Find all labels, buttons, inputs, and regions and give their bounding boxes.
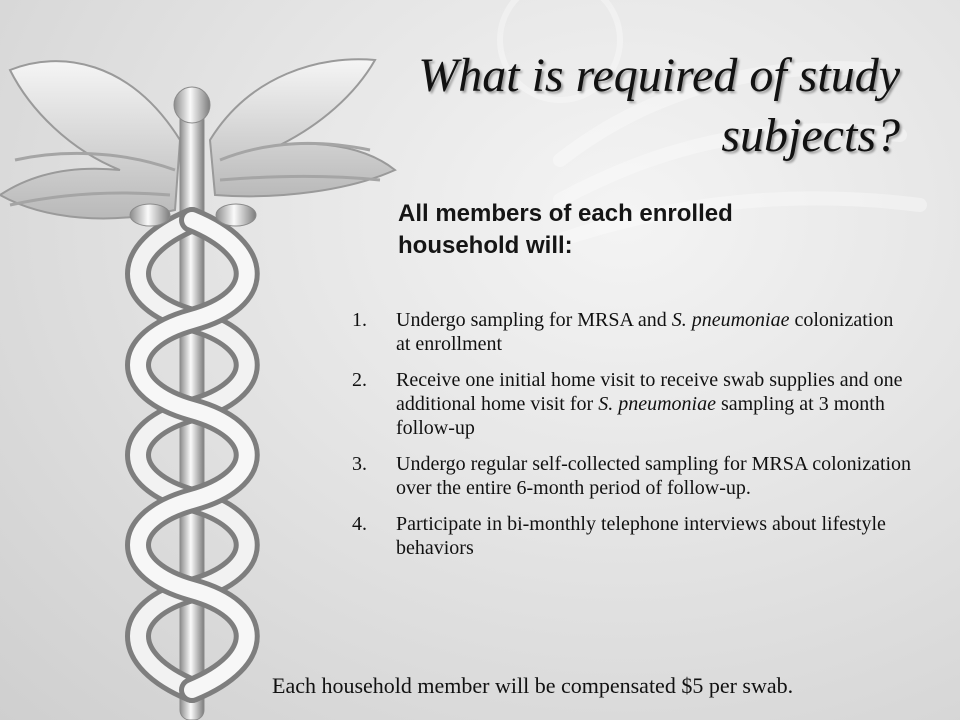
- list-number: 3.: [352, 453, 367, 475]
- list-text: Receive one initial home visit to receive swab supplies and one additional home visit for: [396, 369, 903, 415]
- list-text-italic: S. pneumoniae: [598, 393, 716, 415]
- list-item: [352, 308, 912, 356]
- list-text: Undergo regular self-collected sampling for MRSA colonization over the entire 6-month period of follow-up.: [396, 453, 912, 499]
- list-text: Participate in bi-monthly telephone interviews about lifestyle behaviors: [396, 513, 886, 559]
- list-text: sampling at 3 month follow-up: [396, 393, 885, 439]
- list-number: 2.: [352, 369, 367, 391]
- footer-note: Each household member will be compensated $5 per swab.: [272, 673, 794, 698]
- title-line-1: What is required of study: [418, 49, 900, 102]
- list-text-italic: S. pneumoniae: [671, 309, 790, 331]
- intro-text: All members of each enrolled household will:: [398, 200, 733, 259]
- list-item: [352, 452, 912, 500]
- left-wing-icon: [0, 61, 180, 218]
- requirements-list: [352, 308, 912, 572]
- list-item: [352, 368, 912, 440]
- slide-title: [300, 46, 900, 166]
- list-number: 4.: [352, 513, 367, 535]
- list-text: colonization at enrollment: [396, 309, 894, 355]
- list-text: Undergo sampling for MRSA and: [396, 309, 672, 331]
- list-number: 1.: [352, 309, 367, 331]
- title-line-2: subjects?: [721, 109, 900, 162]
- list-item: [352, 512, 912, 560]
